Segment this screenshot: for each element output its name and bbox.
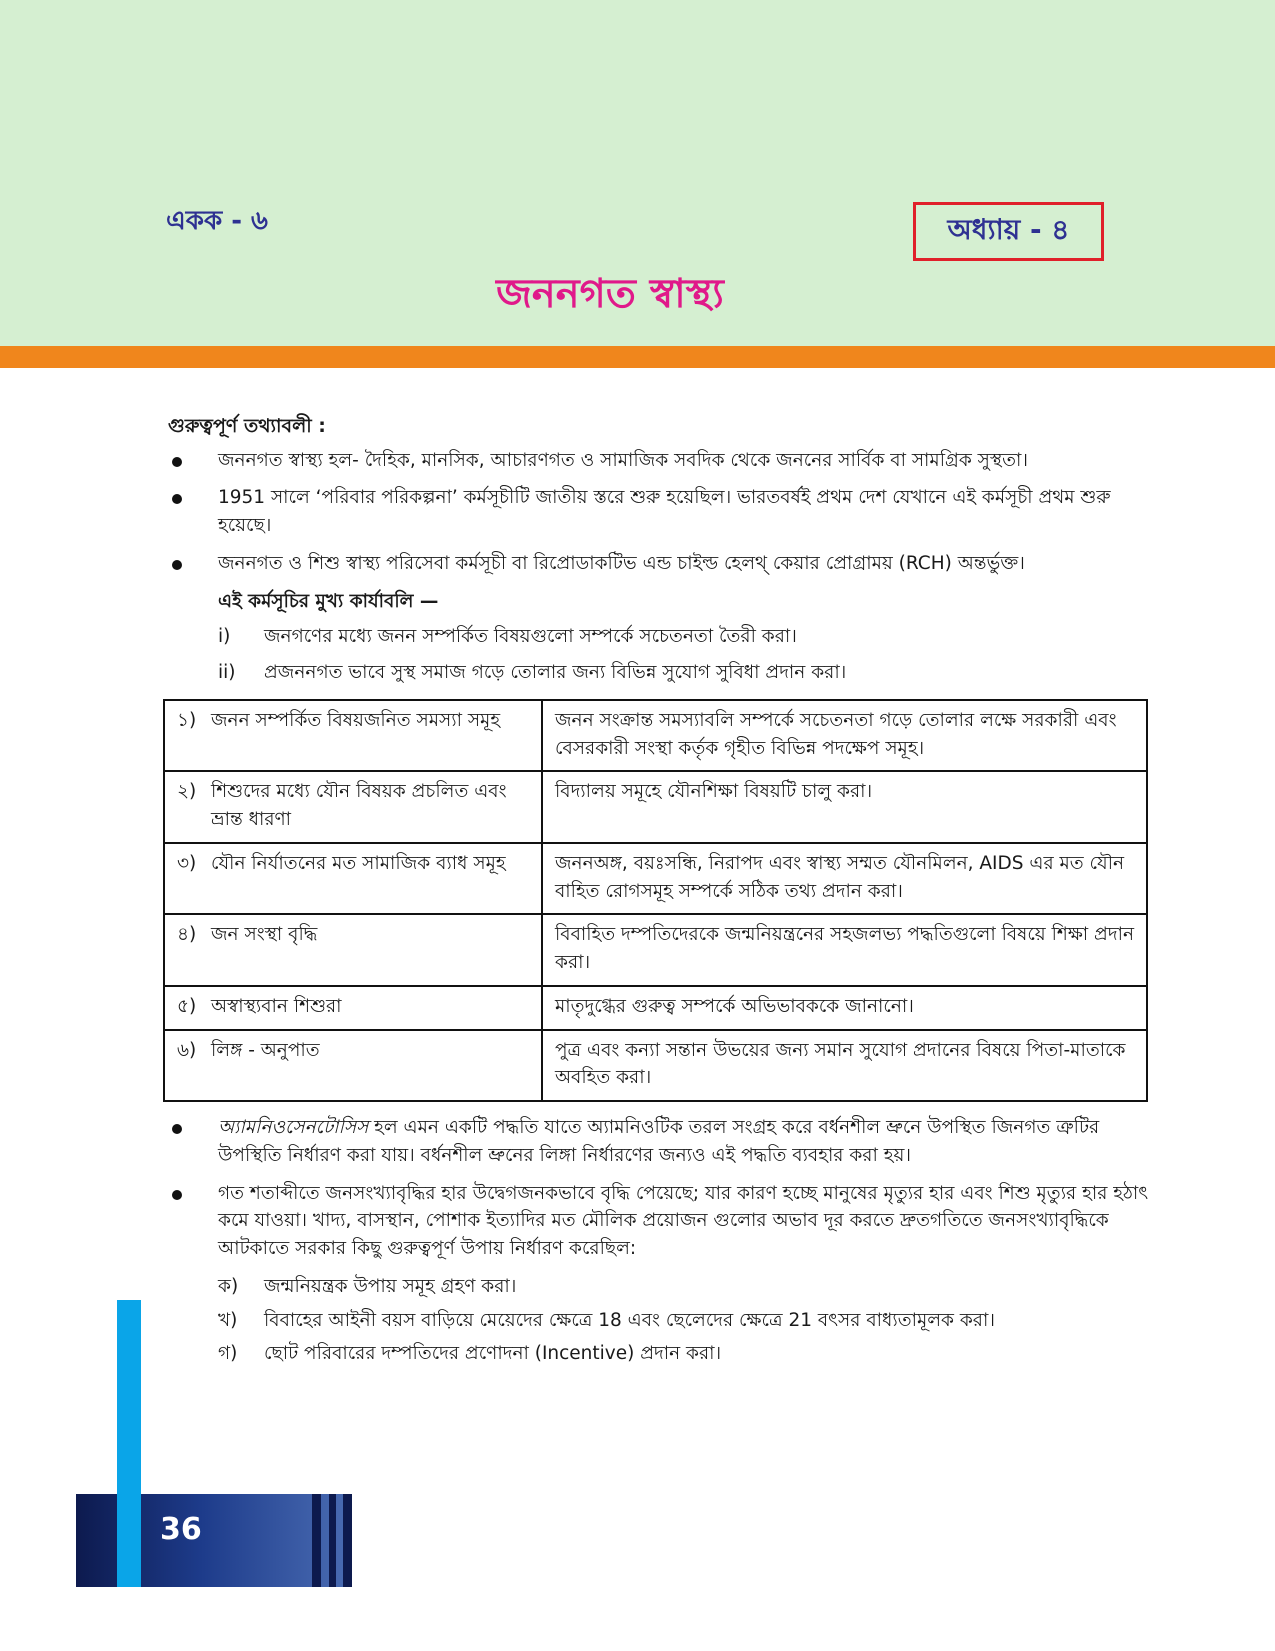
list-marker: ক)	[218, 1275, 239, 1297]
solution-text: মাতৃদুগ্ধের গুরুত্ব সম্পর্কে অভিভাবককে জানানো।	[555, 995, 914, 1017]
row-number: ৩)	[177, 852, 197, 874]
list-text: জনগণের মধ্যে জনন সম্পর্কিত বিষয়গুলো সম্পর্কে সচেতনতা তৈরী করা।	[264, 626, 797, 648]
table-row	[164, 914, 1147, 986]
chapter-label: অধ্যায় - ৪	[947, 213, 1070, 246]
bullet-item	[168, 1180, 1153, 1263]
table-row	[164, 986, 1147, 1030]
footer-stripe	[312, 1494, 321, 1587]
footer-accent-strip	[117, 1300, 141, 1587]
list-marker: গ)	[218, 1343, 238, 1365]
bullet-dot-icon	[172, 1190, 182, 1200]
bullet-item	[168, 484, 1153, 540]
bullet-item	[168, 1114, 1153, 1170]
problem-text: জন সংস্থা বৃদ্ধি	[211, 924, 318, 946]
solution-cell	[542, 914, 1147, 986]
program-functions-heading: এই কর্মসূচির মুখ্য কার্যাবলি —	[218, 590, 439, 612]
solution-cell	[542, 986, 1147, 1030]
bullet-dot-icon	[172, 457, 182, 467]
bullet-text: জননগত ও শিশু স্বাস্থ্য পরিসেবা কর্মসূচী বা রিপ্রোডাকটিভ এন্ড চাইল্ড হেলথ্ কেয়ার প্রোগ্রাময় (RCH) অন্তর্ভুক্ত।	[218, 552, 1025, 574]
solution-text: পুত্র এবং কন্যা সন্তান উভয়ের জন্য সমান সুযোগ প্রদানের বিষয়ে পিতা-মাতাকে অবহিত করা।	[555, 1039, 1126, 1089]
list-text: ছোট পরিবারের দম্পতিদের প্রণোদনা (Incentive) প্রদান করা।	[264, 1343, 722, 1365]
unit-label: একক - ৬	[166, 206, 268, 236]
problem-text: লিঙ্গ - অনুপাত	[211, 1039, 320, 1061]
problem-cell	[164, 986, 542, 1030]
solution-cell	[542, 771, 1147, 843]
main-content	[168, 412, 1153, 1374]
list-marker: ii)	[218, 662, 236, 683]
row-number: ২)	[177, 781, 197, 803]
list-text: প্রজননগত ভাবে সুস্থ সমাজ গড়ে তোলার জন্য বিভিন্ন সুযোগ সুবিধা প্রদান করা।	[264, 662, 847, 683]
solution-text: বিদ্যালয় সমূহে যৌনশিক্ষা বিষয়টি চালু করা।	[555, 781, 873, 803]
row-number: ৫)	[177, 995, 197, 1017]
list-item	[218, 659, 1153, 687]
list-item	[218, 623, 1153, 651]
footer-stripe	[329, 1494, 336, 1587]
amniocentesis-term: অ্যামনিওসেনটোসিস	[218, 1117, 369, 1138]
bullet-text: গত শতাব্দীতে জনসংখ্যাবৃদ্ধির হার উদ্বেগজনকভাবে বৃদ্ধি পেয়েছে; যার কারণ হচ্ছে মানুষের মৃত্যুর হার এবং শিশু মৃত্যুর হার হঠাৎ কমে যাওয়া। খাদ্য, বাসস্থান, পোশাক ইত্যাদির মত মৌলিক প্রয়োজন গুলোর অভাব দূর করতে দ্রুতগতিতে জনসংখ্যাবৃদ্ধিকে আটকাতে সরকার কিছু গুরুত্বপূর্ণ উপায় নির্ধারণ করেছিল:	[218, 1182, 1149, 1259]
bullet-text: জননগত স্বাস্থ্য হল- দৈহিক, মানসিক, আচারণগত ও সামাজিক সবদিক থেকে জননের সার্বিক বা সামগ্রিক সুস্থতা।	[218, 449, 1028, 471]
problem-cell	[164, 914, 542, 986]
problems-solutions-table	[163, 699, 1148, 1102]
problem-text: যৌন নির্যাতনের মত সামাজিক ব্যাধ সমূহ	[211, 852, 506, 874]
problem-text: অস্বাস্থ্যবান শিশুরা	[211, 995, 342, 1017]
bullet-item	[168, 550, 1153, 578]
section-heading: গুরুত্বপূর্ণ তথ্যাবলী :	[168, 415, 326, 437]
row-number: ৪)	[177, 924, 197, 946]
list-marker: i)	[218, 626, 231, 648]
chapter-label-box	[913, 202, 1104, 261]
header-divider-bar	[0, 346, 1275, 368]
solution-text: জননঅঙ্গ, বয়ঃসন্ধি, নিরাপদ এবং স্বাস্থ্য সম্মত যৌনমিলন, AIDS এর মত যৌন বাহিত রোগসমূহ সম্পর্কে সঠিক তথ্য প্রদান করা।	[555, 852, 1125, 902]
problem-cell	[164, 771, 542, 843]
solution-text: জনন সংক্রান্ত সমস্যাবলি সম্পর্কে সচেতনতা গড়ে তোলার লক্ষে সরকারী এবং বেসরকারী সংস্থা কর্তৃক গৃহীত বিভিন্ন পদক্ষেপ সমূহ।	[555, 709, 1117, 759]
list-text: জন্মনিয়ন্ত্রক উপায় সমূহ গ্রহণ করা।	[264, 1275, 517, 1297]
table-row	[164, 843, 1147, 915]
solution-text: বিবাহিত দম্পতিদেরকে জন্মনিয়ন্ত্রনের সহজলভ্য পদ্ধতিগুলো বিষয়ে শিক্ষা প্রদান করা।	[555, 924, 1134, 973]
table-row	[164, 771, 1147, 843]
bullet-text: 1951 সালে ‘পরিবার পরিকল্পনা’ কর্মসূচীটি জাতীয় স্তরে শুরু হয়েছিল। ভারতবর্ষই প্রথম দেশ যেখানে এই কর্মসূচী প্রথম শুরু হয়েছে।	[218, 487, 1111, 536]
page-number: 36	[160, 1512, 202, 1547]
list-item	[218, 1340, 1153, 1368]
problem-cell	[164, 1030, 542, 1102]
row-number: ৬)	[177, 1039, 197, 1061]
solution-cell	[542, 700, 1147, 772]
government-measures-list	[168, 1273, 1153, 1368]
bullet-dot-icon	[172, 1124, 182, 1134]
bullet-dot-icon	[172, 494, 182, 504]
list-marker: খ)	[218, 1309, 238, 1331]
solution-cell	[542, 1030, 1147, 1102]
bullet-dot-icon	[172, 560, 182, 570]
list-item	[218, 1273, 1153, 1301]
row-number: ১)	[177, 709, 197, 731]
table-row	[164, 700, 1147, 772]
page-title: জননগত স্বাস্থ্য	[496, 271, 724, 317]
solution-cell	[542, 843, 1147, 915]
bullet-text: হল এমন একটি পদ্ধতি যাতে অ্যামনিওটিক তরল সংগ্রহ করে বর্ধনশীল ভ্রুনে উপস্থিত জিনগত ত্রুটির উপস্থিতি নির্ধারণ করা যায়। বর্ধনশীল ভ্রুনের লিঙ্গা নির্ধারণের জন্যও এই পদ্ধতি ব্যবহার করা হয়।	[218, 1117, 1100, 1166]
problem-text: শিশুদের মধ্যে যৌন বিষয়ক প্রচলিত এবং ভ্রান্ত ধারণা	[211, 781, 507, 830]
problem-cell	[164, 700, 542, 772]
program-functions-list	[168, 623, 1153, 687]
table-row	[164, 1030, 1147, 1102]
problem-cell	[164, 843, 542, 915]
list-item	[218, 1307, 1153, 1335]
problem-text: জনন সম্পর্কিত বিষয়জনিত সমস্যা সমূহ	[211, 709, 501, 731]
list-text: বিবাহের আইনী বয়স বাড়িয়ে মেয়েদের ক্ষেত্রে 18 এবং ছেলেদের ক্ষেত্রে 21 বৎসর বাধ্যতামূলক করা।	[264, 1309, 995, 1331]
bullet-item	[168, 447, 1153, 475]
footer-stripe	[343, 1494, 352, 1587]
